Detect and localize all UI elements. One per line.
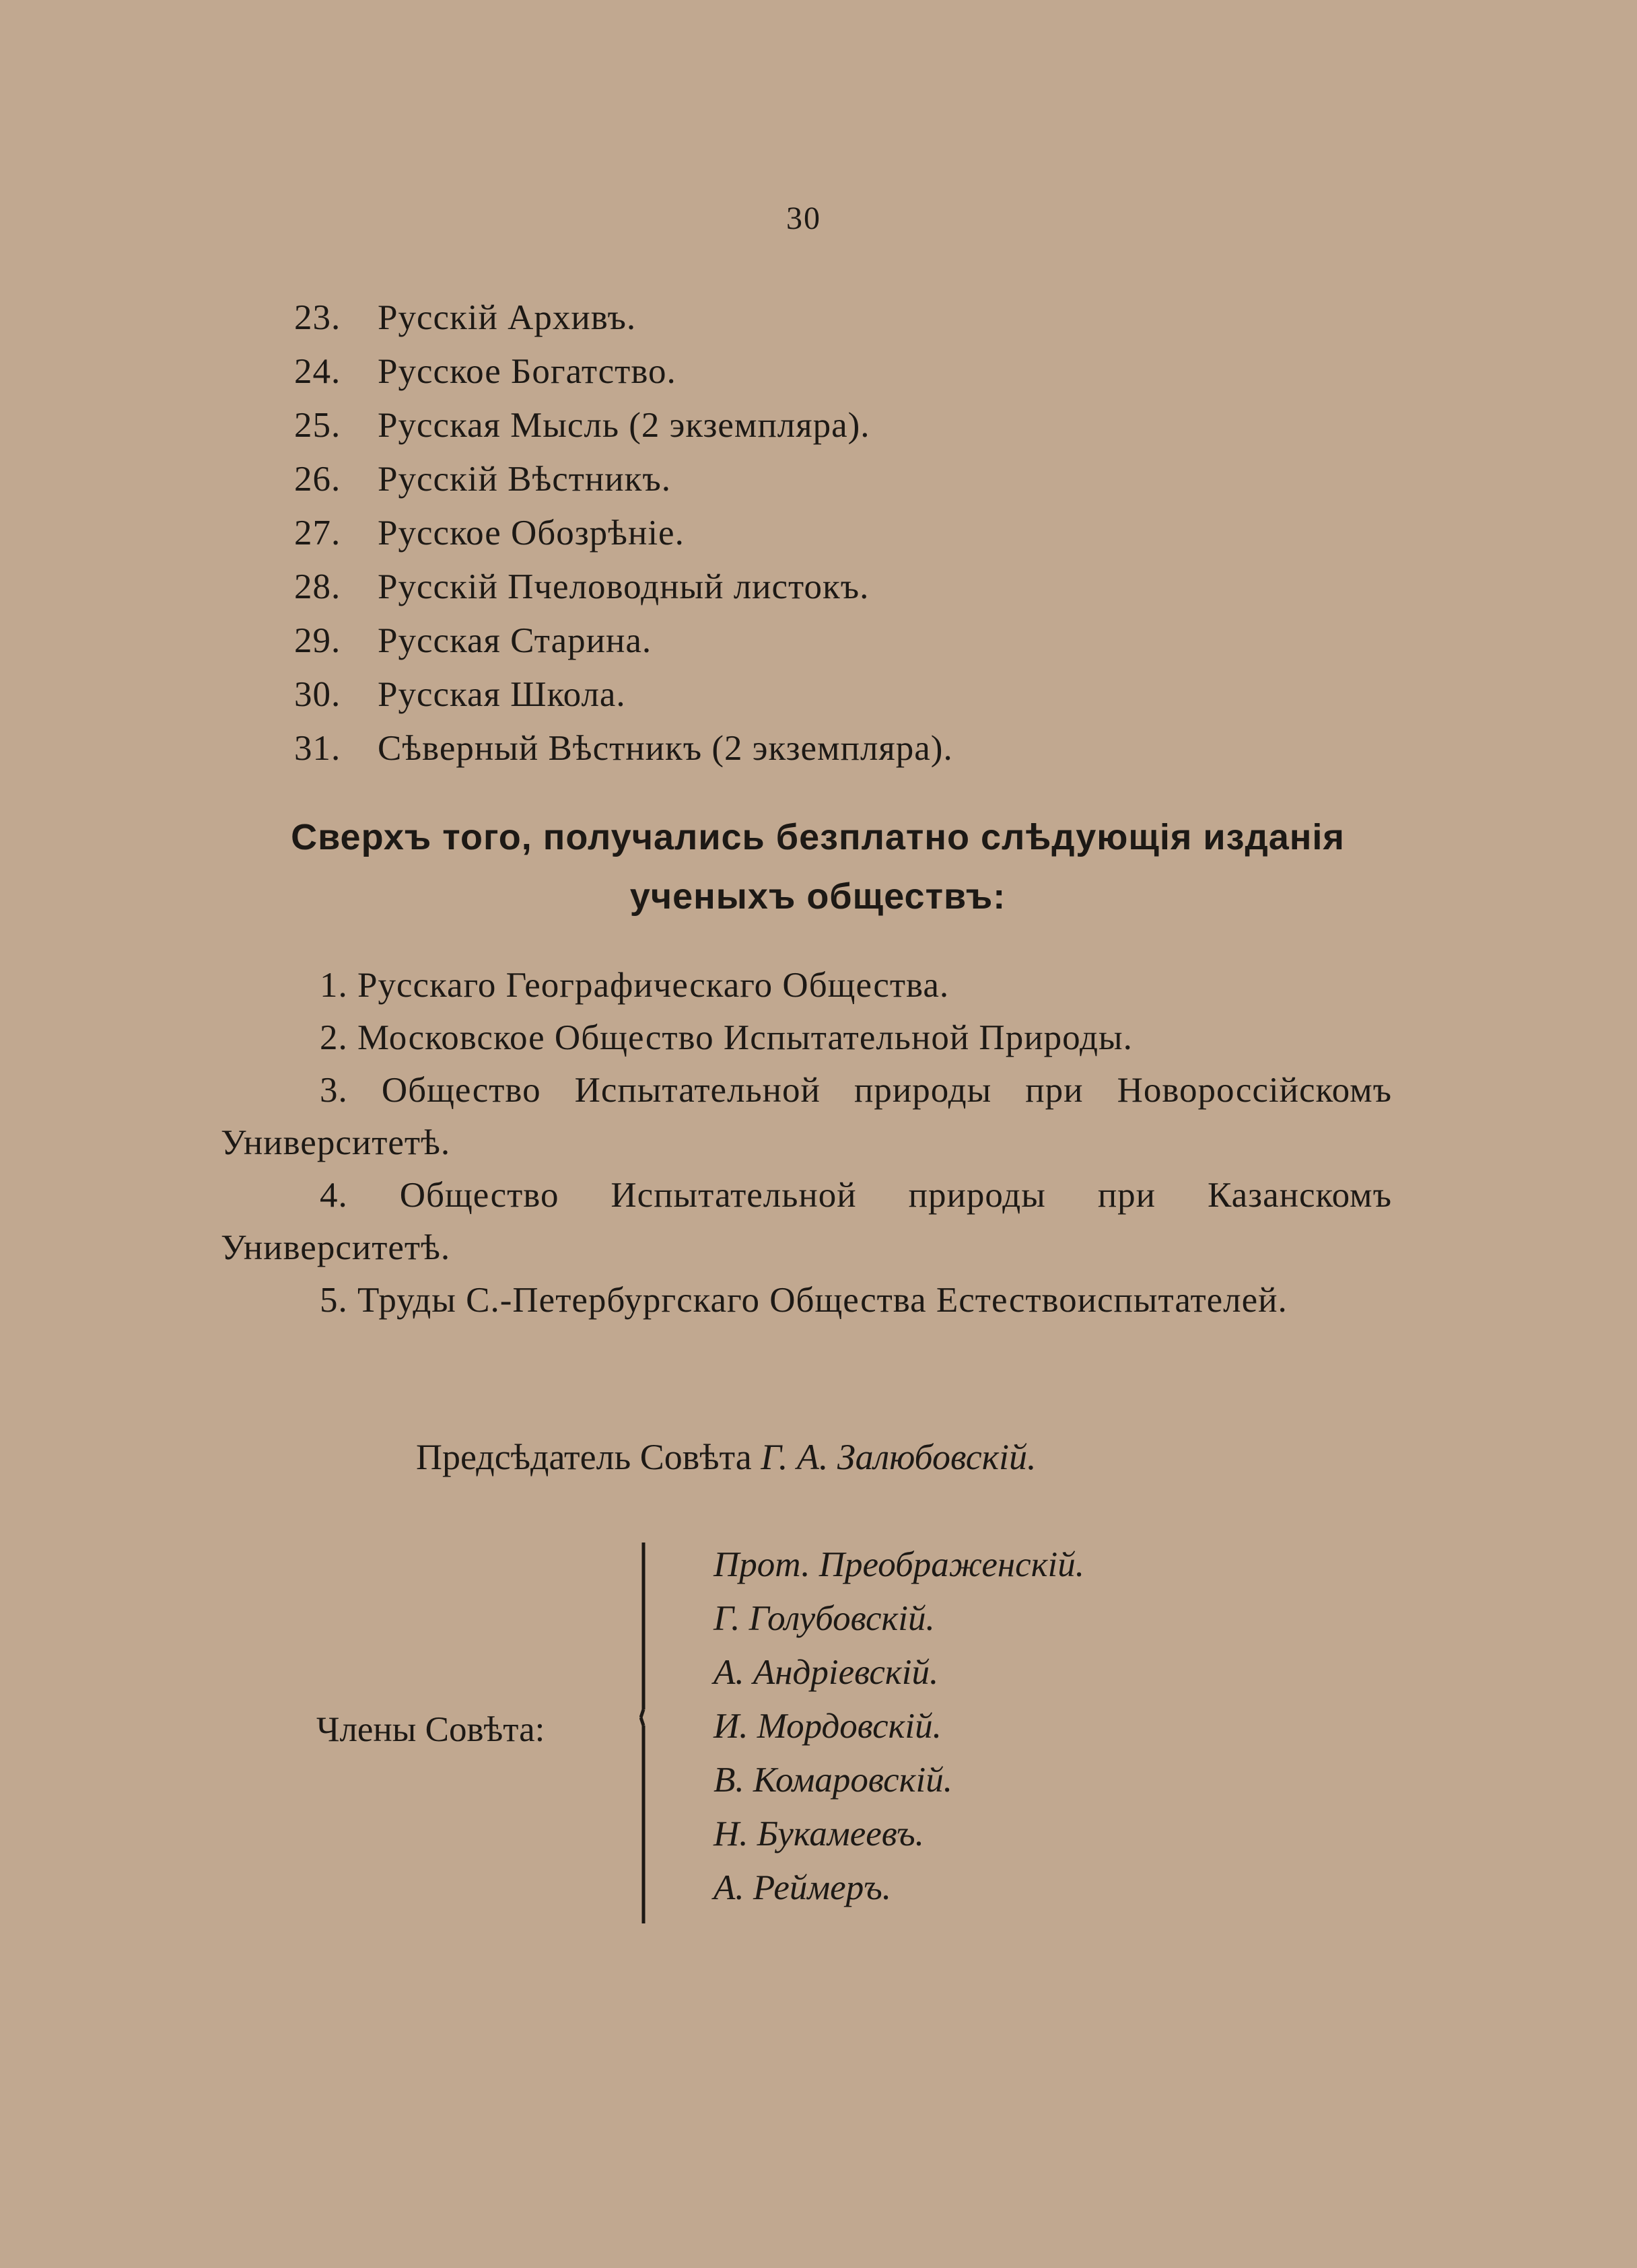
list-item [294,458,1438,511]
list-item [221,1064,1392,1169]
members-label: Члены Совѣта: [316,1710,545,1749]
list-item [294,511,1438,565]
item-number: 5. [320,1281,348,1320]
item-title: Русское Богатство. [378,352,676,391]
page-number: 30 [786,201,821,236]
item-title: Русскій Вѣстникъ. [378,460,672,499]
list-item [294,565,1438,619]
item-number: 1. [320,966,348,1005]
item-text: Московское Общество Испытательной Природы. [357,1018,1133,1057]
item-text: Труды С.-Петербургскаго Общества Естествоиспытателей. [357,1281,1288,1320]
list-item [294,727,1438,781]
item-title: Русское Обозрѣніе. [378,513,685,553]
item-number: 30. [294,675,341,714]
members-list [713,1541,1319,1918]
item-number: 29. [294,621,341,660]
item-text: Общество Испытательной природы при Казанскомъ Университетѣ. [221,1176,1393,1267]
heading-line: Сверхъ того, получались безплатно слѣдующія изданія [291,817,1345,857]
member-name: Н. Букамеевъ. [713,1814,924,1853]
item-number: 23. [294,298,341,337]
member-name: А. Андріевскій. [713,1653,939,1692]
list-item [294,619,1438,673]
item-number: 27. [294,513,341,553]
item-text: Общество Испытательной природы при Новороссійскомъ Университетѣ. [221,1071,1393,1162]
list-item [294,296,1438,350]
brace-divider [639,1541,648,1925]
item-title: Русская Старина. [378,621,652,660]
item-number: 3. [320,1071,348,1110]
list-item [294,350,1438,404]
member-name: Прот. Преображенскій. [713,1545,1084,1584]
list-item [221,1274,1392,1326]
journal-list [294,296,1438,781]
item-text: Русскаго Географическаго Общества. [357,966,950,1005]
member-name: В. Комаровскій. [713,1761,952,1800]
chairman-label: Предсѣдатель Совѣта [416,1437,752,1477]
chairman-line [416,1433,1358,1481]
item-number: 2. [320,1018,348,1057]
member-name: Г. Голубовскій. [713,1599,935,1638]
list-item [294,404,1438,458]
society-list [221,959,1392,1326]
item-title: Сѣверный Вѣстникъ (2 экземпляра). [378,729,953,768]
list-item [221,959,1392,1012]
list-item [221,1012,1392,1064]
item-title: Русская Мысль (2 экземпляра). [378,406,870,445]
member-name: И. Мордовскій. [713,1707,942,1746]
section-heading [202,808,1434,926]
item-title: Русскій Архивъ. [378,298,637,337]
chairman-name: Г. А. Залюбовскій. [761,1437,1037,1477]
heading-line: ученыхъ обществъ: [629,876,1006,917]
item-title: Русскій Пчеловодный листокъ. [378,567,870,606]
item-number: 31. [294,729,341,768]
item-number: 4. [320,1176,348,1215]
item-title: Русская Школа. [378,675,626,714]
item-number: 25. [294,406,341,445]
item-number: 24. [294,352,341,391]
member-name: А. Реймеръ. [713,1868,891,1907]
list-item [294,673,1438,727]
item-number: 26. [294,460,341,499]
list-item [221,1169,1392,1274]
item-number: 28. [294,567,341,606]
